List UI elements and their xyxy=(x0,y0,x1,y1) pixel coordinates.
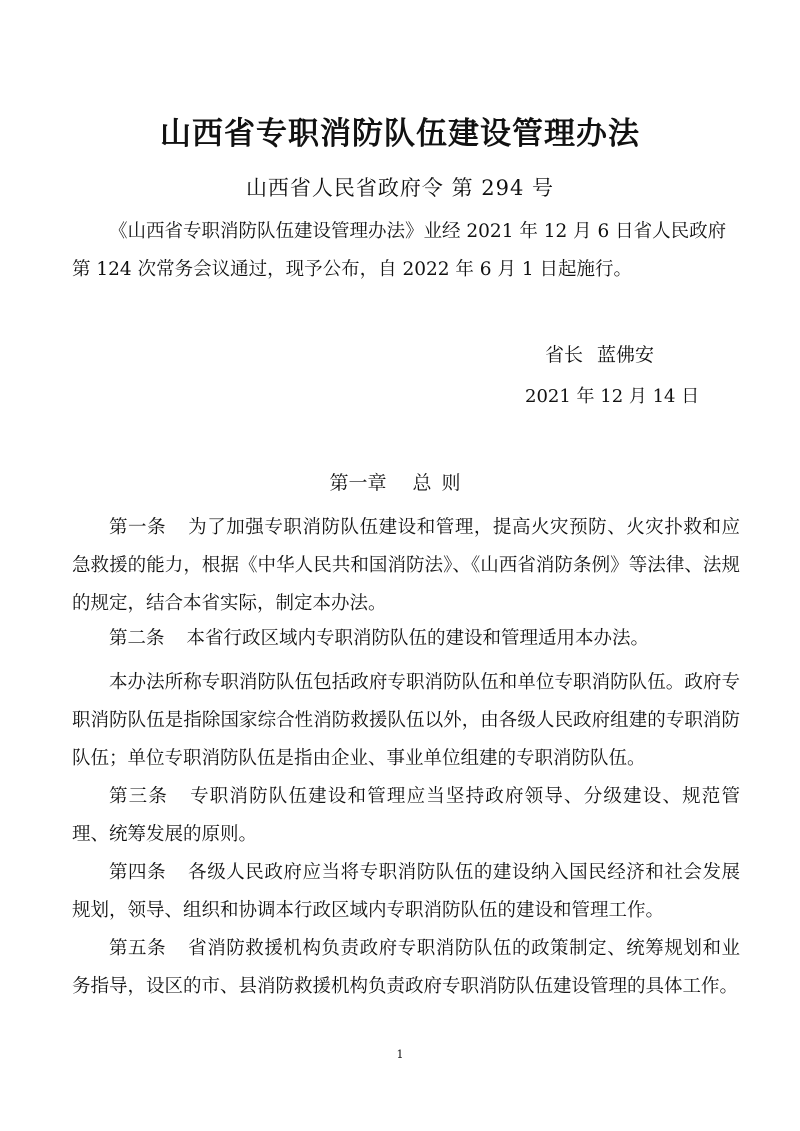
article-paragraph xyxy=(72,930,740,1006)
article-paragraph xyxy=(72,620,740,658)
article-text: 本省行政区域内专职消防队伍的建设和管理适用本办法。 xyxy=(186,628,650,649)
signing-date: 2021 年 12 月 14 日 xyxy=(525,386,700,407)
article-label: 第四条 xyxy=(109,862,167,883)
article-paragraph xyxy=(72,778,740,854)
chapter-name: 总则 xyxy=(412,472,471,494)
signer-name: 蓝佛安 xyxy=(597,344,655,366)
article-label: 第二条 xyxy=(109,628,165,649)
page-number: 1 xyxy=(396,1048,404,1061)
article-paragraph xyxy=(72,664,740,778)
article-paragraph xyxy=(72,509,740,623)
article-paragraph xyxy=(72,854,740,930)
article-text: 省消防救援机构负责政府专职消防队伍的政策制定、统筹规划和业务指导，设区的市、县消防救援机构负责政府专职消防队伍建设管理的具体工作。 xyxy=(72,938,740,997)
chapter-heading xyxy=(0,468,800,495)
article-label: 第一条 xyxy=(109,517,167,538)
decree-number: 山西省人民省政府令 第 294 号 xyxy=(245,176,555,200)
article-text: 本办法所称专职消防队伍包括政府专职消防队伍和单位专职消防队伍。政府专职消防队伍是指除国家综合性消防救援队伍以外，由各级人民政府组建的专职消防队伍；单位专职消防队伍是指由企业、事业单位组建的专职消防队伍。 xyxy=(72,672,740,769)
promulgation-paragraph: 《山西省专职消防队伍建设管理办法》业经 2021 年 12 月 6 日省人民政府第 124 次常务会议通过，现予公布，自 2022 年 6 月 1 日起施行。 xyxy=(72,221,727,280)
article-label: 第三条 xyxy=(109,786,169,807)
signer-title: 省长 xyxy=(545,344,584,366)
article-label: 第五条 xyxy=(109,938,167,959)
article-text: 为了加强专职消防队伍建设和管理，提高火灾预防、火灾扑救和应急救援的能力，根据《中华人民共和国消防法》、《山西省消防条例》等法律、法规的规定，结合本省实际，制定本办法。 xyxy=(72,517,740,614)
chapter-number: 第一章 xyxy=(329,472,387,494)
signer-block xyxy=(545,340,654,367)
article-text: 各级人民政府应当将专职消防队伍的建设纳入国民经济和社会发展规划，领导、组织和协调本行政区域内专职消防队伍的建设和管理工作。 xyxy=(72,862,740,921)
document-title: 山西省专职消防队伍建设管理办法 xyxy=(160,116,640,152)
article-text: 专职消防队伍建设和管理应当坚持政府领导、分级建设、规范管理、统筹发展的原则。 xyxy=(72,786,740,845)
